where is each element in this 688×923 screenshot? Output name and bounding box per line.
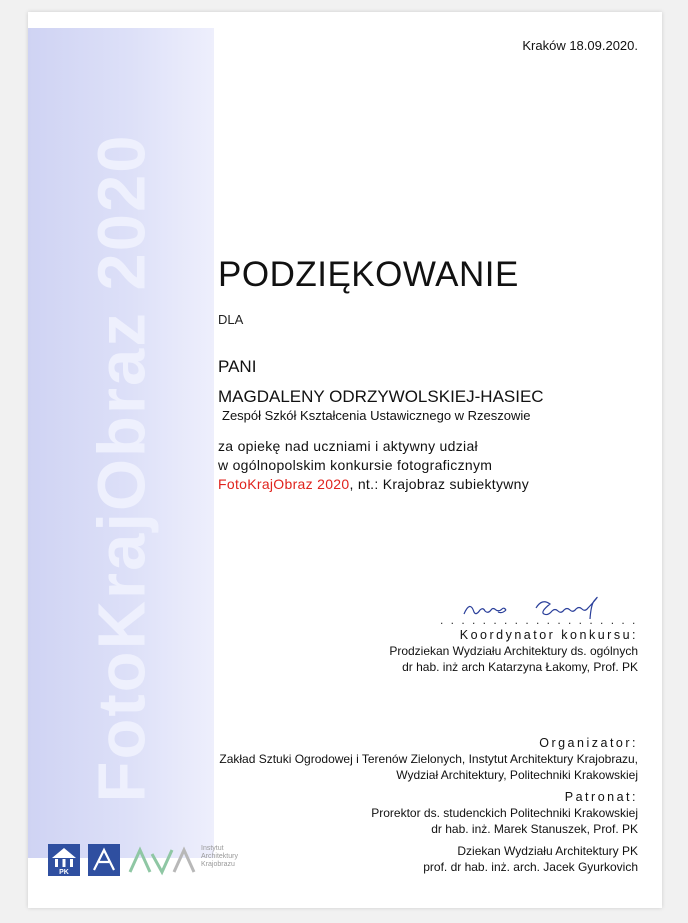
salutation: PANI: [218, 357, 257, 376]
patron-line-2: dr hab. inż. Marek Stanuszek, Prof. PK: [431, 822, 638, 836]
iak-logo-icon: [126, 844, 198, 876]
coordinator-role: Prodziekan Wydziału Architektury ds. ogólnych: [389, 644, 638, 658]
organizer-line-1: Zakład Sztuki Ogrodowej i Terenów Zielonych, Instytut Architektury Krajobrazu,: [219, 752, 638, 766]
side-band: [28, 28, 214, 858]
recipient-name: MAGDALENY ODRZYWOLSKIEJ-HASIEC: [218, 387, 544, 406]
pk-logo-icon: [48, 844, 80, 876]
contest-topic: , nt.: Krajobraz subiektywny: [349, 476, 530, 492]
signature-line: . . . . . . . . . . . . . . . . . . .: [440, 613, 638, 627]
pk-logo-label: PK: [59, 869, 69, 876]
certificate-title: PODZIĘKOWANIE: [218, 255, 519, 294]
recipient-school: Zespół Szkół Kształcenia Ustawicznego w Rzeszowie: [222, 408, 531, 423]
certificate-page: [28, 12, 662, 908]
architecture-faculty-logo-icon: [88, 844, 120, 876]
organizer-line-2: Wydział Architektury, Politechniki Krakowskiej: [396, 768, 638, 782]
patron-line-4: prof. dr hab. inż. arch. Jacek Gyurkovich: [423, 860, 638, 874]
contest-name: FotoKrajObraz 2020: [218, 476, 350, 492]
body-line-1: za opiekę nad uczniami i aktywny udział: [218, 438, 478, 454]
patron-line-1: Prorektor ds. studenckich Politechniki Krakowskiej: [371, 806, 638, 820]
coordinator-name: dr hab. inż arch Katarzyna Łakomy, Prof. PK: [402, 660, 638, 674]
organizer-heading: Organizator:: [539, 736, 638, 750]
dla-label: DLA: [218, 312, 244, 327]
iak-logo-text: Instytut Architektury Krajobrazu: [201, 845, 238, 868]
body-line-3: [218, 476, 529, 492]
patron-line-3: Dziekan Wydziału Architektury PK: [457, 844, 638, 858]
body-line-2: w ogólnopolskim konkursie fotograficznym: [218, 457, 493, 473]
band-title: FotoKrajObraz 2020: [84, 133, 160, 803]
patron-heading: Patronat:: [564, 790, 638, 804]
coordinator-heading: Koordynator konkursu:: [459, 628, 638, 642]
date: Kraków 18.09.2020.: [522, 38, 638, 53]
